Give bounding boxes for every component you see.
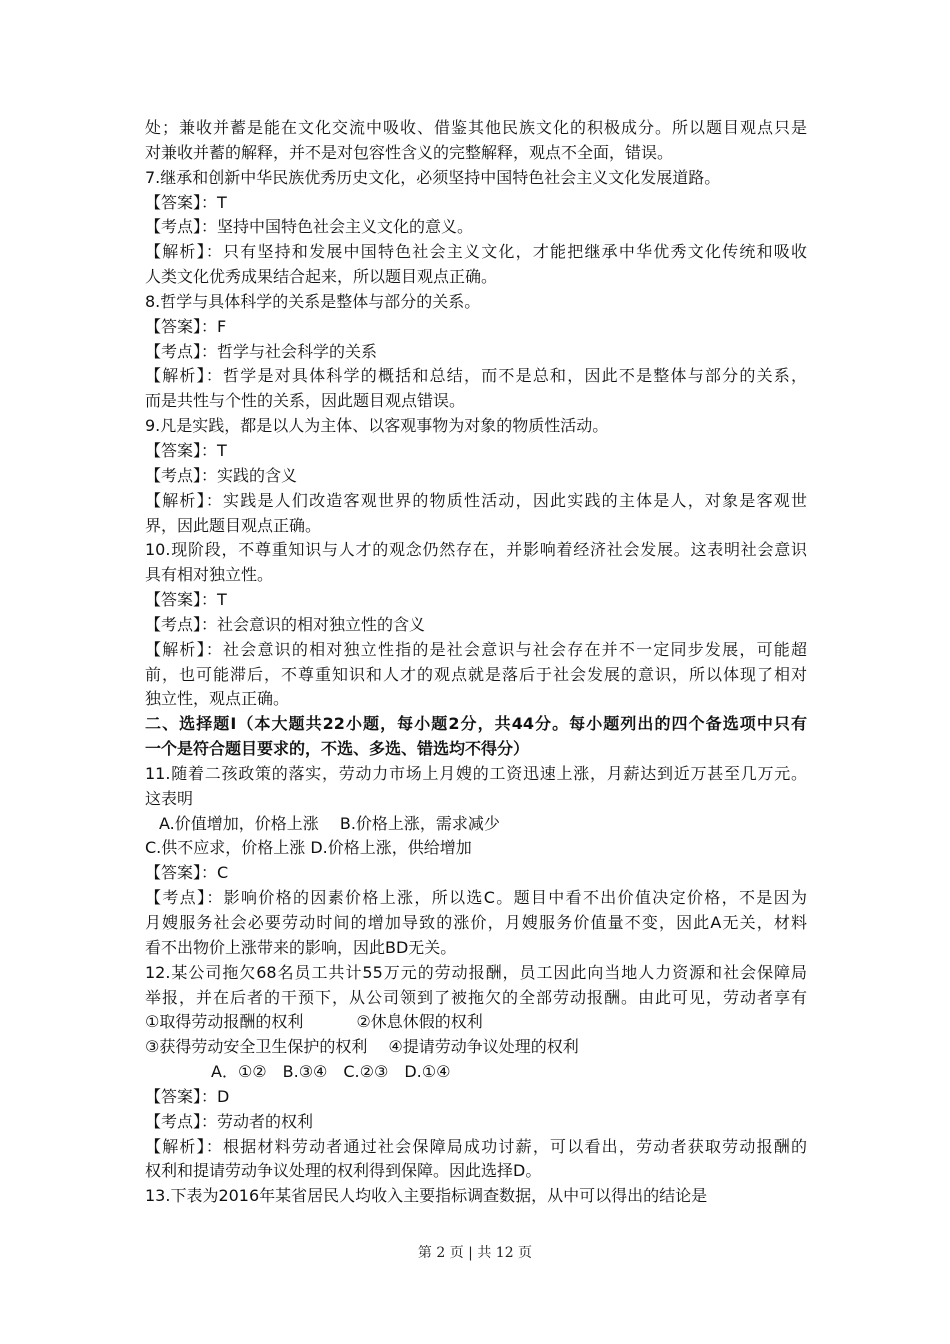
text-line: 【答案】：D: [145, 1086, 230, 1106]
text-line: 人类文化优秀成果结合起来，所以题目观点正确。: [145, 267, 498, 287]
text-line: 对兼收并蓄的解释，并不是对包容性含义的完整解释，观点不全面，错误。: [145, 142, 674, 162]
text-line: 11.随着二孩政策的落实，劳动力市场上月嫂的工资迅速上涨，月薪达到近万甚至几万元。: [145, 763, 807, 783]
text-line: 【答案】：T: [145, 192, 227, 212]
text-line: ①取得劳动报酬的权利 ②休息休假的权利: [145, 1012, 483, 1032]
text-line: 【解析】：社会意识的相对独立性指的是社会意识与社会存在并不一定同步发展，可能超: [145, 639, 807, 659]
document-body: [145, 116, 807, 1209]
text-line: 而是共性与个性的关系，因此题目观点错误。: [145, 391, 466, 411]
text-line: 8.哲学与具体科学的关系是整体与部分的关系。: [145, 291, 481, 311]
section-heading-line: 二、选择题Ⅰ（本大题共22小题，每小题2分，共44分。每小题列出的四个备选项中只有: [145, 714, 807, 734]
page-footer: 第 2 页 | 共 12 页: [417, 1245, 533, 1261]
text-line: 10.现阶段，不尊重知识与人才的观念仍然存在，并影响着经济社会发展。这表明社会意识: [145, 540, 807, 560]
text-line: A.价值增加，价格上涨 B.价格上涨，需求减少: [159, 813, 500, 833]
text-line: 【解析】：根据材料劳动者通过社会保障局成功讨薪，可以看出，劳动者获取劳动报酬的: [145, 1136, 807, 1156]
text-line: 9.凡是实践，都是以人为主体、以客观事物为对象的物质性活动。: [145, 416, 609, 436]
text-line: 这表明: [145, 788, 194, 808]
text-line: 【答案】：F: [145, 316, 227, 336]
text-line: 【考点】：坚持中国特色社会主义文化的意义。: [145, 217, 474, 237]
text-line: 举报，并在后者的干预下，从公司领到了被拖欠的全部劳动报酬。由此可见，劳动者享有: [145, 987, 807, 1007]
text-line: 【解析】：只有坚持和发展中国特色社会主义文化，才能把继承中华优秀文化传统和吸收: [145, 242, 807, 262]
text-line: 看不出物价上涨带来的影响，因此BD无关。: [145, 937, 457, 957]
text-line: A．①② B.③④ C.②③ D.①④: [211, 1062, 451, 1082]
text-line: 界，因此题目观点正确。: [145, 515, 322, 535]
text-line: 【答案】：C: [145, 863, 229, 883]
text-line: 【答案】：T: [145, 440, 227, 460]
text-line: 7.继承和创新中华民族优秀历史文化，必须坚持中国特色社会主义文化发展道路。: [145, 167, 721, 187]
text-line: 12.某公司拖欠68名员工共计55万元的劳动报酬，员工因此向当地人力资源和社会保障局: [145, 962, 807, 982]
text-line: 【考点】：劳动者的权利: [145, 1111, 314, 1131]
text-line: 权利和提请劳动争议处理的权利得到保障。因此选择D。: [145, 1161, 542, 1181]
text-line: 【考点】：社会意识的相对独立性的含义: [145, 614, 426, 634]
text-line: 【考点】：实践的含义: [145, 465, 298, 485]
text-line: 具有相对独立性。: [145, 565, 274, 585]
text-line: 【解析】：实践是人们改造客观世界的物质性活动，因此实践的主体是人，对象是客观世: [145, 490, 807, 510]
text-line: 【考点】：影响价格的因素价格上涨，所以选C。题目中看不出价值决定价格，不是因为: [145, 888, 807, 908]
text-line: 处；兼收并蓄是能在文化交流中吸收、借鉴其他民族文化的积极成分。所以题目观点只是: [145, 118, 807, 137]
text-line: 【考点】：哲学与社会科学的关系: [145, 341, 378, 361]
text-line: 【答案】：T: [145, 590, 227, 610]
text-line: 【解析】：哲学是对具体科学的概括和总结，而不是总和，因此不是整体与部分的关系，: [145, 366, 807, 386]
text-line: 月嫂服务社会必要劳动时间的增加导致的涨价，月嫂服务价值量不变，因此A无关，材料: [145, 913, 807, 932]
text-line: 前，也可能滞后，不尊重知识和人才的观点就是落后于社会发展的意识，所以体现了相对: [145, 664, 807, 684]
text-line: ③获得劳动安全卫生保护的权利 ④提请劳动争议处理的权利: [145, 1037, 579, 1057]
text-line: 独立性，观点正确。: [145, 689, 290, 709]
section-heading-line: 一个是符合题目要求的，不选、多选、错选均不得分）: [145, 739, 530, 759]
text-line: C.供不应求，价格上涨 D.价格上涨，供给增加: [145, 838, 472, 858]
text-line: 13.下表为2016年某省居民人均收入主要指标调查数据，从中可以得出的结论是: [145, 1186, 708, 1206]
